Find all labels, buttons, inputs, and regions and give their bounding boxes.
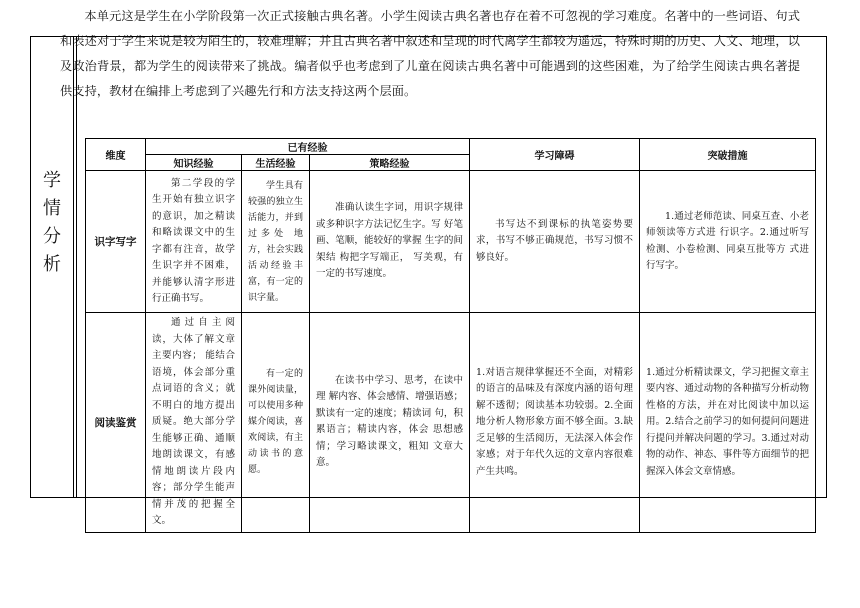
- cell-life: 有一定的课外阅读量，可以使用多种媒介阅读，喜欢阅读，有主动读书的意愿。: [242, 313, 310, 533]
- cell-knowledge: 第二学段的学生开始有独立识字的意识，加之精读和略读课文中的生字都有注音，故学生识字并不困难，并能够认清字形进行正确书写。: [146, 171, 242, 313]
- side-title-char: 情: [43, 198, 61, 219]
- table-row: [86, 313, 816, 533]
- header-experience: 已有经验: [146, 139, 470, 155]
- table-row: [86, 171, 816, 313]
- cell-strategy: 在读书中学习、思考，在读中理 解内容、体会感情、增强语感；默读有一定的速度；精读词 句，积累语言；精读内容，体会 思想感情；学习略读课文，粗知 文章大意。: [310, 313, 470, 533]
- cell-strategy: 准确认读生字词，用识字规律 或多种识字方法记忆生字。写 好笔画、笔顺，能较好的掌握 生字的间架结 构把字写端正， 写美观，有一定的书写速度。: [310, 171, 470, 313]
- side-title-char: 析: [43, 254, 61, 275]
- header-strategy: 策略经验: [310, 155, 470, 171]
- side-title-char: 学: [43, 170, 61, 191]
- cell-knowledge: 通过自主阅读，大体了解文章主要内容； 能结合语境，体会部分重点词语的含义；就不明白的地方提出质疑。绝大部分学生能够正确、通顺地朗读课文，有感情地朗读片段内容；部分学生能声情并茂的把握全文。: [146, 313, 242, 533]
- header-dimension: 维度: [86, 139, 146, 171]
- analysis-table: [85, 138, 816, 533]
- cell-measures: 1.通过老师范读、同桌互查、小老师领读等方式进 行识字。2.通过听写检测、小卷检测、同桌互批等方 式进行写字。: [640, 171, 816, 313]
- side-title-char: 分: [43, 226, 61, 247]
- header-knowledge: 知识经验: [146, 155, 242, 171]
- side-title-column: [31, 37, 74, 497]
- side-title: [31, 167, 73, 279]
- cell-life: 学生具有较强的独立生活能力，并到过多处 地方，社会实践活动经验丰富，有一定的识字量。: [242, 171, 310, 313]
- cell-obstacle: 1.对语言规律掌握还不全面，对精彩的语言的品味及有深度内涵的语句理解不透彻；阅读基本功较弱。2.全面地分析人物形象方面不够全面。3.缺乏足够的生活阅历，无法深入体会作家感；对于年代久远的文章内容很难产生共鸣。: [470, 313, 640, 533]
- intro-text: 本单元这是学生在小学阶段第一次正式接触古典名著。小学生阅读古典名著也存在着不可忽视的学习难度。名著中的一些词语、句式和表述对于学生来说是较为陌生的，较难理解；并且古典名著中叙述和呈现的时代离学生都较为遥远，特殊时期的历史、人文、地理，以及政治背景，都为学生的阅读带来了挑战。编者似乎也考虑到了儿童在阅读古典名著中可能遇到的这些困难，为了给学生阅读古典名著提供支持，教材在编排上考虑到了兴趣先行和方法支持这两个层面。: [60, 9, 800, 98]
- cell-obstacle: 书写达不到课标的执笔姿势要求，书写不够正确规范，书写习惯不够良好。: [470, 171, 640, 313]
- header-row: [86, 139, 816, 155]
- header-life: 生活经验: [242, 155, 310, 171]
- row-dimension: 识字写字: [86, 171, 146, 313]
- row-dimension: 阅读鉴赏: [86, 313, 146, 533]
- header-obstacle: 学习障碍: [470, 139, 640, 171]
- cell-measures: 1.通过分析精读课文，学习把握文章主要内容、通过动物的各种描写分析动物性格的方法，并在对比阅读中加以运用。2.结合之前学习的如何提问问题进行提问并解决问题的学习。3.通过对动物的动作、神态、事件等方面细节的把握深入体会文章情感。: [640, 313, 816, 533]
- header-measures: 突破措施: [640, 139, 816, 171]
- column-divider: [74, 37, 77, 497]
- intro-paragraph: [60, 4, 800, 104]
